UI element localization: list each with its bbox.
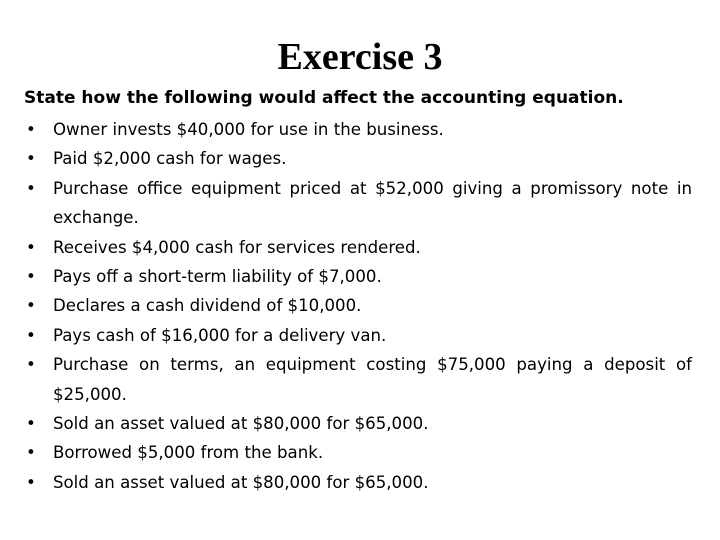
list-item: [24, 144, 692, 173]
list-item-text: Pays off a short-term liability of $7,000.: [53, 267, 382, 287]
bullet-icon: •: [26, 472, 36, 492]
exercise-list: [24, 115, 692, 497]
bullet-icon: •: [26, 443, 36, 463]
bullet-icon: •: [26, 355, 36, 375]
bullet-icon: •: [26, 296, 36, 316]
list-item-text: Paid $2,000 cash for wages.: [53, 149, 287, 169]
list-item-text: Sold an asset valued at $80,000 for $65,000.: [53, 472, 429, 492]
list-item-text: Borrowed $5,000 from the bank.: [53, 443, 324, 463]
list-item-text: Declares a cash dividend of $10,000.: [53, 296, 362, 316]
list-item-text: Sold an asset valued at $80,000 for $65,000.: [53, 414, 429, 434]
list-item: [24, 174, 692, 233]
list-item-text: Receives $4,000 cash for services rendered.: [53, 237, 421, 257]
bullet-icon: •: [26, 414, 36, 434]
bullet-icon: •: [26, 120, 36, 139]
slide-subtitle: State how the following would affect the accounting equation.: [24, 88, 624, 108]
list-item: [24, 291, 692, 320]
list-item: [24, 350, 692, 409]
list-item-text: Purchase on terms, an equipment costing $75,000 paying a deposit of $25,000.: [53, 355, 692, 404]
slide-title: Exercise 3: [277, 36, 443, 78]
bullet-icon: •: [26, 325, 36, 345]
list-item: [24, 321, 692, 350]
bullet-icon: •: [26, 237, 36, 257]
list-item: [24, 468, 692, 497]
list-item-text: Purchase office equipment priced at $52,000 giving a promissory note in exchange.: [53, 178, 692, 228]
bullet-icon: •: [26, 149, 36, 169]
list-item-text: Pays cash of $16,000 for a delivery van.: [53, 325, 387, 345]
list-item-text: Owner invests $40,000 for use in the business.: [53, 120, 444, 139]
list-item: [24, 409, 692, 438]
list-item: [24, 233, 692, 262]
list-item: [24, 115, 692, 144]
bullet-icon: •: [26, 267, 36, 287]
bullet-icon: •: [26, 178, 36, 198]
list-item: [24, 438, 692, 467]
list-item: [24, 262, 692, 291]
